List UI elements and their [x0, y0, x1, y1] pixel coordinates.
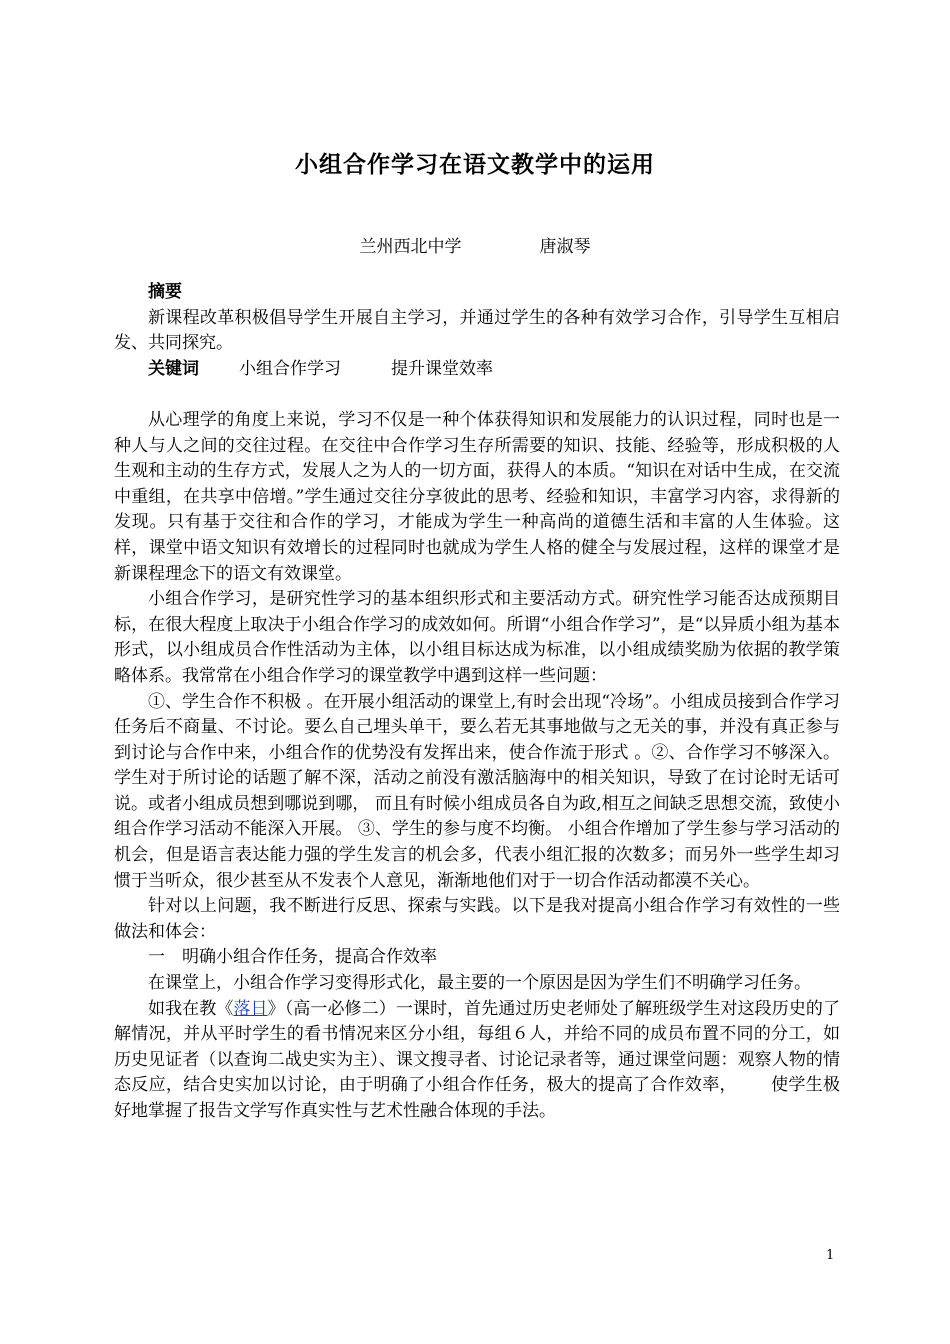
keyword-item: 小组合作学习 — [239, 358, 341, 379]
paragraph: 在课堂上，小组合作学习变得形式化，最主要的一个原因是因为学生们不明确学习任务。 — [148, 973, 811, 994]
lesson-link[interactable]: 落日 — [233, 998, 268, 1019]
abstract-heading: 摘要 — [148, 282, 182, 302]
abstract-text: 新课程改革积极倡导学生开展自主学习，并通过学生的各种有效学习合作，引导学生互相启发、共同探究。 — [114, 307, 840, 354]
keywords-line — [114, 357, 840, 383]
keyword-item: 提升课堂效率 — [391, 358, 493, 379]
document-title: 小组合作学习在语文教学中的运用 — [295, 152, 655, 178]
school-name: 兰州西北中学 — [359, 237, 462, 257]
author-name: 唐淑琴 — [539, 237, 591, 257]
paragraph: 如我在教《落日》（高一必修二）一课时，首先通过历史老师处了解班级学生对这段历史的了解情况，并从平时学生的看书情况来区分小组，每组６人，并给不同的成员布置不同的分工，如历史见证者（以查询二战史实为主）、课文搜寻者、讨论记录者等，通过课堂问题：观察人物的情态反应，结合史实加以讨论，由于明确了小组合作任务，极大的提高了合作效率， 使学生极好地掌握了报告文学写作真实性与艺术性融合体现的手法。 — [114, 998, 841, 1121]
document-body — [114, 280, 840, 1125]
page-number: 1 — [826, 1248, 835, 1263]
paragraph: 小组合作学习，是研究性学习的基本组织形式和主要活动方式。研究性学习能否达成预期目标，在很大程度上取决于小组合作学习的成效如何。所谓“小组合作学习”，是“以异质小组为基本形式，以小组成员合作性活动为主体，以小组目标达成为标准，以小组成绩奖励为依据的教学策略体系。我常常在小组合作学习的课堂教学中遇到这样一些问题： — [114, 589, 840, 686]
paragraph: 针对以上问题，我不断进行反思、探索与实践。以下是我对提高小组合作学习有效性的一些做法和体会： — [114, 896, 840, 942]
keywords-label: 关键词 — [148, 358, 199, 379]
paragraph: ①、学生合作不积极 。在开展小组活动的课堂上,有时会出现“冷场”。小组成员接到合作学习任务后不商量、不讨论。要么自己埋头单干，要么若无其事地做与之无关的事，并没有真正参与到讨论与合作中来，小组合作的优势没有发挥出来，使合作流于形式 。②、合作学习不够深入。 学生对于所讨论的话题了解不深，活动之前没有激活脑海中的相关知识，导致了在讨论时无话可说。或者小组成员想到哪说到哪， 而且有时候小组成员各自为政,相互之间缺乏思想交流，致使小组合作学习活动不能深入开展。 ③、学生的参与度不均衡。 小组合作增加了学生参与学习活动的机会，但是语言表达能力强的学生发言的机会多，代表小组汇报的次数多；而另外一些学生却习惯于当听众，很少甚至从不发表个人意见，渐渐地他们对于一切合作活动都漠不关心。 — [114, 691, 840, 891]
byline — [0, 232, 950, 257]
paragraph: 从心理学的角度上来说，学习不仅是一种个体获得知识和发展能力的认识过程，同时也是一种人与人之间的交往过程。在交往中合作学习生存所需要的知识、技能、经验等，形成积极的人生观和主动的生存方式，发展人之为人的一切方面，获得人的本质。“知识在对话中生成，在交流中重组，在共享中倍增。”学生通过交往分享彼此的思考、经验和知识，丰富学习内容，求得新的发现。只有基于交往和合作的学习，才能成为学生一种高尚的道德生活和丰富的人生体验。这样，课堂中语文知识有效增长的过程同时也就成为学生人格的健全与发展过程，这样的课堂才是新课程理念下的语文有效课堂。 — [114, 409, 840, 584]
section-heading: 一 明确小组合作任务，提高合作效率 — [148, 947, 437, 968]
